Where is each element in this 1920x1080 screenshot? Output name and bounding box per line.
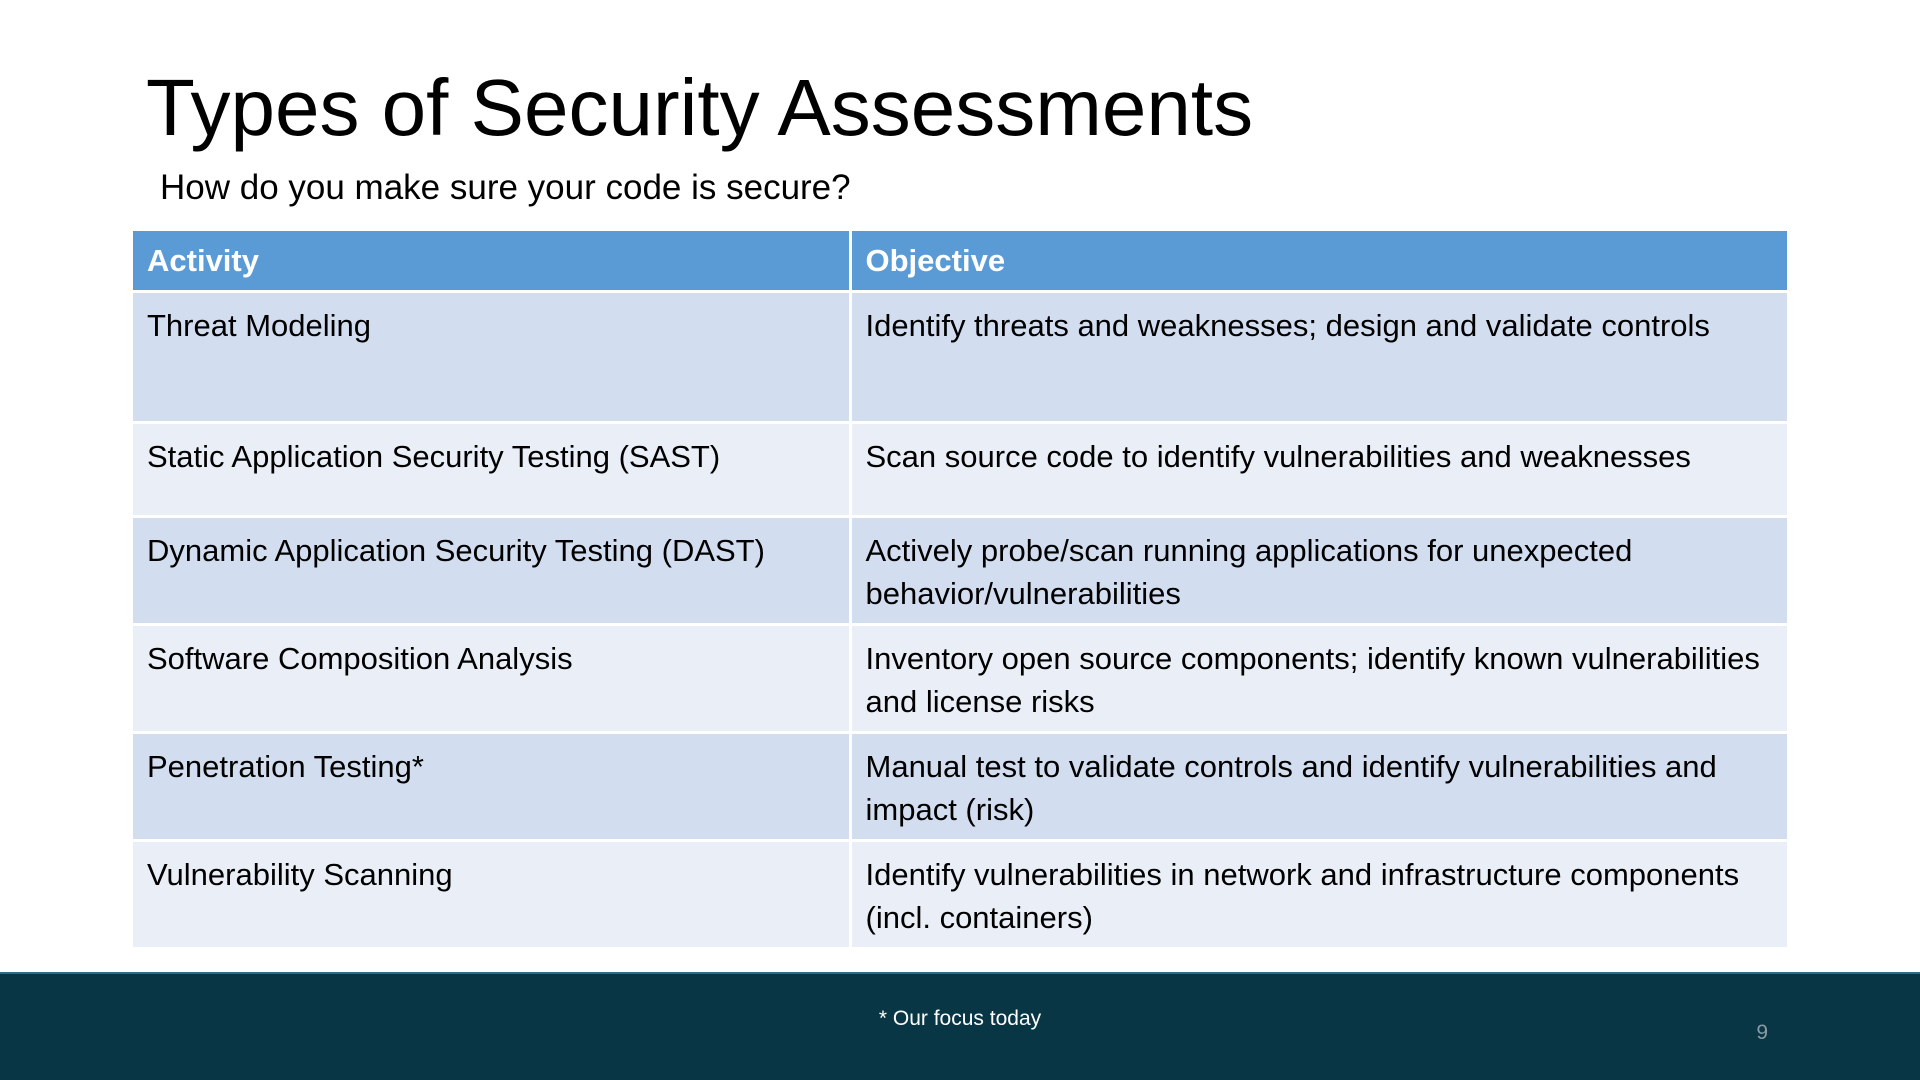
table-row	[133, 841, 1787, 949]
slide-title: Types of Security Assessments	[146, 63, 1254, 152]
activity-cell: Static Application Security Testing (SAST)	[133, 423, 850, 517]
table-row	[133, 625, 1787, 733]
column-header-objective: Objective	[850, 231, 1787, 292]
table-row	[133, 292, 1787, 423]
page-number: 9	[1756, 1021, 1768, 1044]
assessment-table	[133, 231, 1787, 950]
table-body	[133, 292, 1787, 949]
table-row	[133, 733, 1787, 841]
activity-cell: Software Composition Analysis	[133, 625, 850, 733]
objective-cell: Manual test to validate controls and identify vulnerabilities and impact (risk)	[850, 733, 1787, 841]
slide-subtitle: How do you make sure your code is secure?	[160, 168, 851, 207]
table-header	[133, 231, 1787, 292]
objective-cell: Identify threats and weaknesses; design and validate controls	[850, 292, 1787, 423]
table-header-row	[133, 231, 1787, 292]
activity-cell: Penetration Testing*	[133, 733, 850, 841]
table-row	[133, 517, 1787, 625]
objective-cell: Inventory open source components; identify known vulnerabilities and license risks	[850, 625, 1787, 733]
activity-cell: Vulnerability Scanning	[133, 841, 850, 949]
objective-cell: Scan source code to identify vulnerabilities and weaknesses	[850, 423, 1787, 517]
objective-cell: Actively probe/scan running applications for unexpected behavior/vulnerabilities	[850, 517, 1787, 625]
footnote: * Our focus today	[878, 1007, 1042, 1030]
table-row	[133, 423, 1787, 517]
objective-cell: Identify vulnerabilities in network and infrastructure components (incl. containers)	[850, 841, 1787, 949]
activity-cell: Threat Modeling	[133, 292, 850, 423]
column-header-activity: Activity	[133, 231, 850, 292]
activity-cell: Dynamic Application Security Testing (DAST)	[133, 517, 850, 625]
footer-bar	[0, 972, 1920, 1080]
